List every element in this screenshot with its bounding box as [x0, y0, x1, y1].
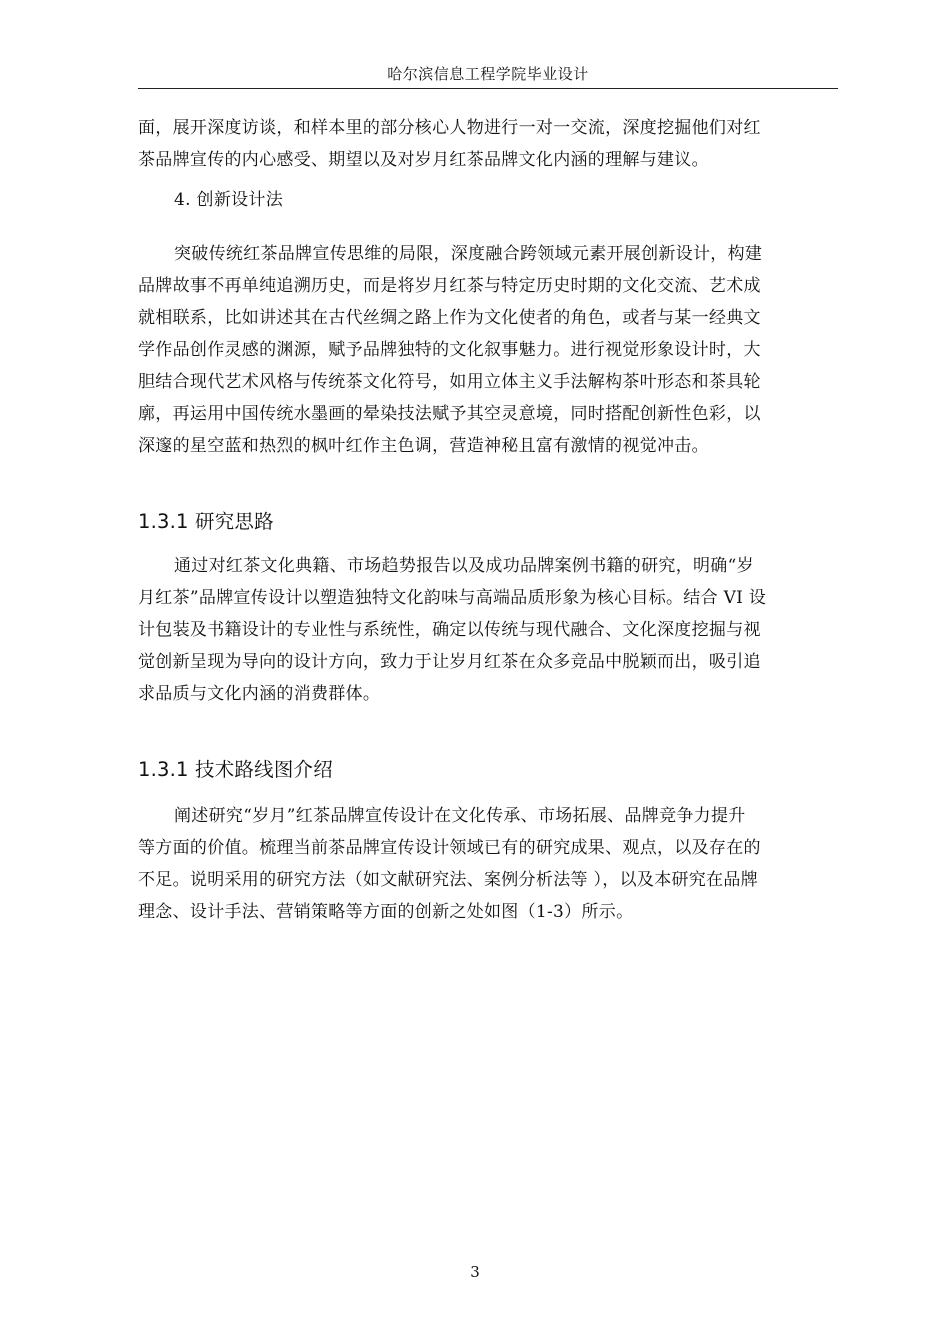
- paragraph-line: 月红茶”品牌宣传设计以塑造独特文化韵味与高端品质形象为核心目标。结合 VI 设: [138, 588, 767, 608]
- paragraph-line: 计包装及书籍设计的专业性与系统性，确定以传统与现代融合、文化深度挖掘与视: [138, 620, 761, 640]
- paragraph-line: 廓，再运用中国传统水墨画的晕染技法赋予其空灵意境，同时搭配创新性色彩，以: [138, 404, 761, 424]
- paragraph-line: 茶品牌宣传的内心感受、期望以及对岁月红茶品牌文化内涵的理解与建议。: [138, 150, 709, 170]
- paragraph-line: 阐述研究“岁月”红茶品牌宣传设计在文化传承、市场拓展、品牌竞争力提升: [174, 806, 746, 826]
- paragraph-line: 觉创新呈现为导向的设计方向，致力于让岁月红茶在众多竞品中脱颖而出，吸引追: [138, 652, 761, 672]
- paragraph-line: 品牌故事不再单纯追溯历史，而是将岁月红茶与特定历史时期的文化交流、艺术成: [138, 276, 761, 296]
- research-approach-paragraph: [138, 550, 838, 710]
- continuation-paragraph: [138, 112, 838, 176]
- method-4-label: 4. 创新设计法: [174, 190, 284, 210]
- section-heading-research-approach: 1.3.1 研究思路: [138, 510, 274, 533]
- paragraph-line: 等方面的价值。梳理当前茶品牌宣传设计领域已有的研究成果、观点，以及存在的: [138, 838, 761, 858]
- paragraph-line: 求品质与文化内涵的消费群体。: [138, 684, 381, 704]
- header-rule: [138, 88, 838, 89]
- section-heading-technical-roadmap: 1.3.1 技术路线图介绍: [138, 758, 333, 781]
- paragraph-line: 学作品创作灵感的渊源，赋予品牌独特的文化叙事魅力。进行视觉形象设计时，大: [138, 340, 761, 360]
- paragraph-line: 就相联系，比如讲述其在古代丝绸之路上作为文化使者的角色，或者与某一经典文: [138, 308, 761, 328]
- paragraph-line: 通过对红茶文化典籍、市场趋势报告以及成功品牌案例书籍的研究，明确“岁: [174, 556, 754, 576]
- technical-roadmap-paragraph: [138, 800, 838, 928]
- page-number: 3: [470, 1263, 480, 1281]
- paragraph-line: 突破传统红茶品牌宣传思维的局限，深度融合跨领域元素开展创新设计，构建: [174, 244, 763, 264]
- paragraph-line: 深邃的星空蓝和热烈的枫叶红作主色调，营造神秘且富有激情的视觉冲击。: [138, 436, 709, 456]
- paragraph-line: 不足。说明采用的研究方法（如文献研究法、案例分析法等 ），以及本研究在品牌: [138, 870, 759, 890]
- paragraph-line: 胆结合现代艺术风格与传统茶文化符号，如用立体主义手法解构茶叶形态和茶具轮: [138, 372, 761, 392]
- paragraph-line: 理念、设计手法、营销策略等方面的创新之处如图（1-3）所示。: [138, 902, 634, 922]
- paragraph-line: 面，展开深度访谈，和样本里的部分核心人物进行一对一交流，深度挖掘他们对红: [138, 118, 761, 138]
- innovation-paragraph: [138, 238, 838, 462]
- running-header: 哈尔滨信息工程学院毕业设计: [387, 65, 589, 83]
